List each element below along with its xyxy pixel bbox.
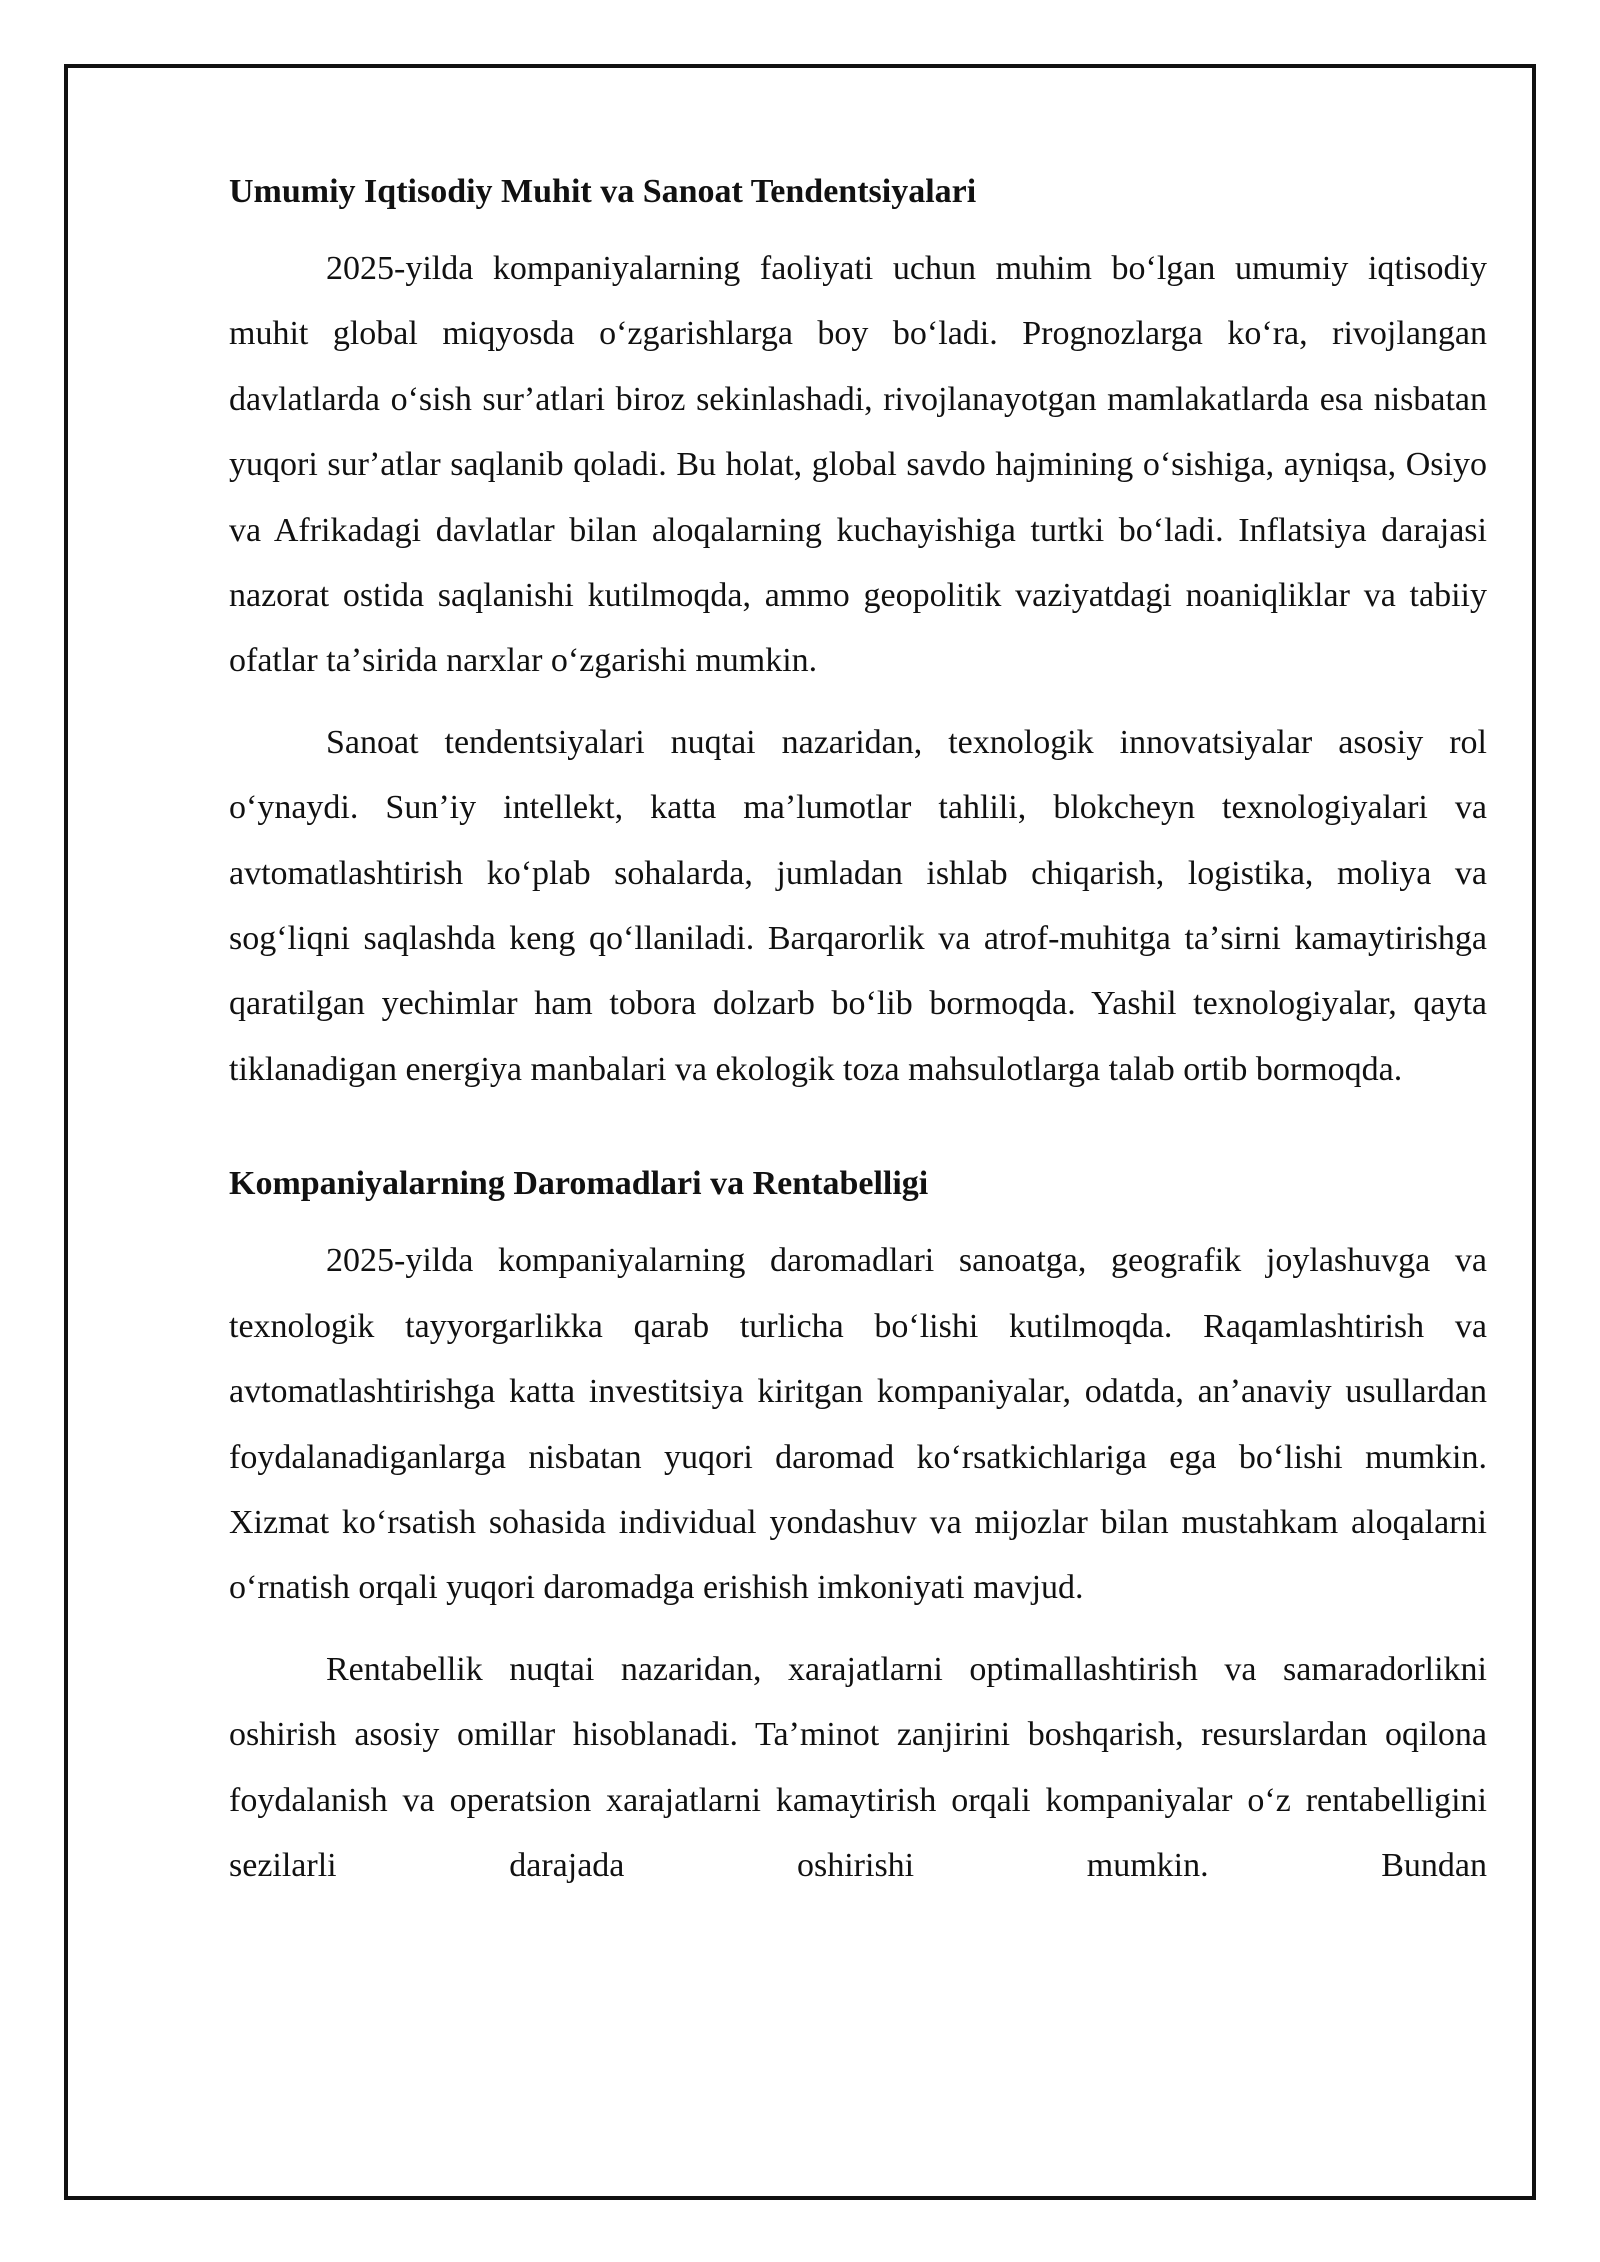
document-body bbox=[229, 170, 1487, 1914]
paragraph-economic-environment: 2025-yilda kompaniyalarning faoliyati uchun muhim boʻlgan umumiy iqtisodiy muhit global miqyosda oʻzgarishlarga boy boʻladi. Prognozlarga koʻra, rivojlangan davlatlarda oʻsish surʼatlari biroz sekinlashadi, rivojlanayotgan mamlakatlarda esa nisbatan yuqori surʼatlar saqlanib qoladi. Bu holat, global savdo hajmining oʻsishiga, ayniqsa, Osiyo va Afrikadagi davlatlar bilan aloqalarning kuchayishiga turtki boʻladi. Inflatsiya darajasi nazorat ostida saqlanishi kutilmoqda, ammo geopolitik vaziyatdagi noaniqliklar va tabiiy ofatlar taʼsirida narxlar oʻzgarishi mumkin. bbox=[229, 250, 1487, 680]
section-heading-economic-environment: Umumiy Iqtisodiy Muhit va Sanoat Tendentsiyalari bbox=[229, 173, 977, 210]
section-heading-revenue-profitability: Kompaniyalarning Daromadlari va Rentabelligi bbox=[229, 1165, 929, 1203]
paragraph-revenue: 2025-yilda kompaniyalarning daromadlari sanoatga, geografik joylashuvga va texnologik tayyorgarlikka qarab turlicha boʻlishi kutilmoqda. Raqamlashtirish va avtomatlashtirishga katta investitsiya kiritgan kompaniyalar, odatda, anʼanaviy usullardan foydalanadiganlarga nisbatan yuqori daromad koʻrsatkichlariga ega boʻlishi mumkin. Xizmat koʻrsatish sohasida individual yondashuv va mijozlar bilan mustahkam aloqalarni oʻrnatish orqali yuqori daromadga erishish imkoniyati mavjud. bbox=[229, 1242, 1487, 1607]
paragraph-industry-trends: Sanoat tendentsiyalari nuqtai nazaridan, texnologik innovatsiyalar asosiy rol oʻynaydi. Sunʼiy intellekt, katta maʼlumotlar tahlili, blokcheyn texnologiyalari va avtomatlashtirish koʻplab sohalarda, jumladan ishlab chiqarish, logistika, moliya va sogʻliqni saqlashda keng qoʻllaniladi. Barqarorlik va atrof-muhitga taʼsirni kamaytirishga qaratilgan yechimlar ham tobora dolzarb boʻlib bormoqda. Yashil texnologiyalar, qayta tiklanadigan energiya manbalari va ekologik toza mahsulotlarga talab ortib bormoqda. bbox=[229, 723, 1487, 1088]
paragraph-profitability: Rentabellik nuqtai nazaridan, xarajatlarni optimallashtirish va samaradorlikni oshirish asosiy omillar hisoblanadi. Taʼminot zanjirini boshqarish, resurslardan oqilona foydalanish va operatsion xarajatlarni kamaytirish orqali kompaniyalar oʻz rentabelligini sezilarli darajada oshirishi mumkin. Bundan bbox=[229, 1650, 1487, 1884]
